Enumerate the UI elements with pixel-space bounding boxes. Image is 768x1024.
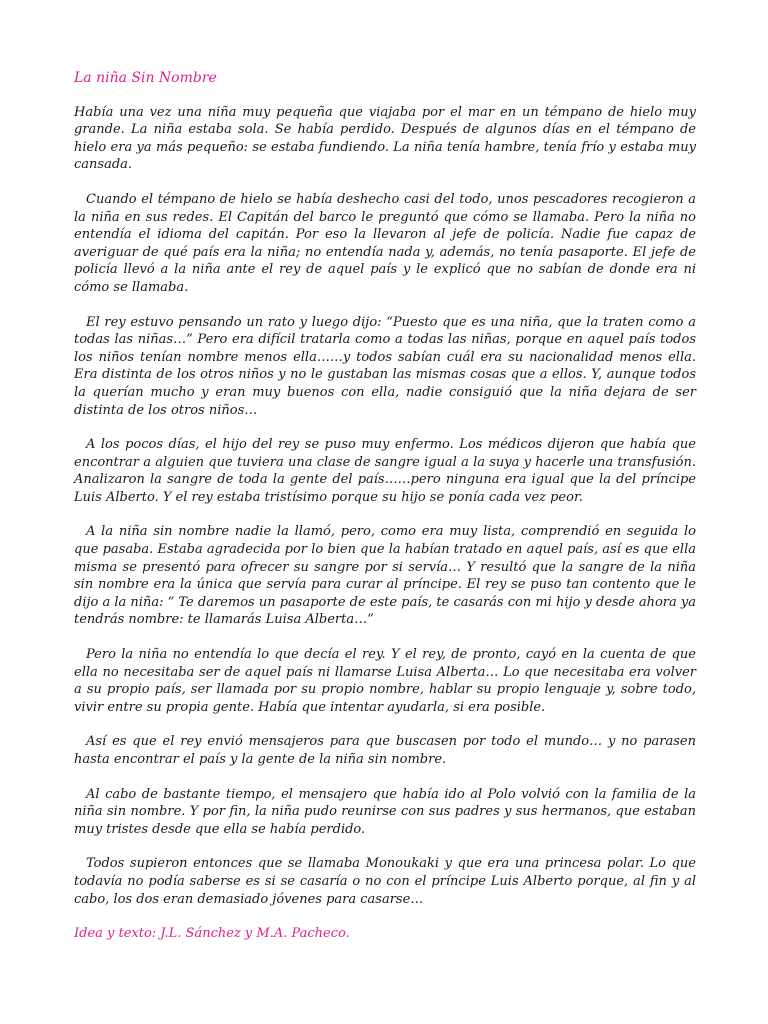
paragraph-8: Al cabo de bastante tiempo, el mensajero que había ido al Polo volvió con la familia de la niña sin nombre. Y por fin, la niña pudo reunirse con sus padres y sus hermanos, que estaban muy tristes desde que ella se había perdido. <box>74 786 696 837</box>
paragraph-7: Así es que el rey envió mensajeros para que buscasen por todo el mundo… y no parasen hasta encontrar el país y la gente de la niña sin nombre. <box>74 734 696 767</box>
paragraph-3: El rey estuvo pensando un rato y luego dijo: “Puesto que es una niña, que la traten como a todas las niñas…” Pero era difícil tratarla como a todas las niñas, porque en aquel país todos los niños tenían nombre menos ella……y todos sabían cuál era su nacionalidad menos ella. Era distinta de los otros niños y no le gustaban las mismas cosas que a ellos. Y, aunque todos la querían mucho y eran muy buenos con ella, nadie consiguió que la niña dejara de ser distinta de los otros niños… <box>74 314 696 418</box>
paragraph-1: Había una vez una niña muy pequeña que viajaba por el mar en un témpano de hielo muy grande. La niña estaba sola. Se había perdido. Después de algunos días en el témpano de hielo era ya más pequeño: se estaba fundiendo. La niña tenía hambre, tenía frío y estaba muy cansada. <box>74 104 696 173</box>
paragraph-5: A la niña sin nombre nadie la llamó, pero, como era muy lista, comprendió en seguida lo que pasaba. Estaba agradecida por lo bien que la habían tratado en aquel país, así es que ella misma se presentó para ofrecer su sangre por si servía… Y resultó que la sangre de la niña sin nombre era la única que servía para curar al príncipe. El rey se puso tan contento que le dijo a la niña: “ Te daremos un pasaporte de este país, te casarás con mi hijo y desde ahora ya tendrás nombre: te llamarás Luisa Alberta…” <box>74 524 696 628</box>
author-credit: Idea y texto: J.L. Sánchez y M.A. Pacheco. <box>74 926 350 942</box>
document-page <box>74 70 696 943</box>
paragraph-4: A los pocos días, el hijo del rey se puso muy enfermo. Los médicos dijeron que había que encontrar a alguien que tuviera una clase de sangre igual a la suya y hacerle una transfusión. Analizaron la sangre de toda la gente del país……pero ninguna era igual que la del príncipe Luis Alberto. Y el rey estaba tristísimo porque su hijo se ponía cada vez peor. <box>74 437 696 505</box>
paragraph-9: Todos supieron entonces que se llamaba Monoukaki y que era una princesa polar. Lo que todavía no podía saberse es si se casaría o no con el príncipe Luis Alberto porque, al fin y al cabo, los dos eran demasiado jóvenes para casarse… <box>74 856 696 907</box>
document-title: La niña Sin Nombre <box>74 70 217 86</box>
paragraph-2: Cuando el témpano de hielo se había deshecho casi del todo, unos pescadores recogieron a la niña en sus redes. El Capitán del barco le preguntó que cómo se llamaba. Pero la niña no entendía el idioma del capitán. Por eso la llevaron al jefe de policía. Nadie fue capaz de averiguar de qué país era la niña; no entendía nada y, además, no tenía pasaporte. El jefe de policía llevó a la niña ante el rey de aquel país y le explicó que no sabían de donde era ni cómo se llamaba. <box>74 191 696 295</box>
paragraph-6: Pero la niña no entendía lo que decía el rey. Y el rey, de pronto, cayó en la cuenta de que ella no necesitaba ser de aquel país ni llamarse Luisa Alberta… Lo que necesitaba era volver a su propio país, ser llamada por su propio nombre, hablar su propio lenguaje y, sobre todo, vivir entre su propia gente. Había que intentar ayudarla, si era posible. <box>74 647 696 715</box>
